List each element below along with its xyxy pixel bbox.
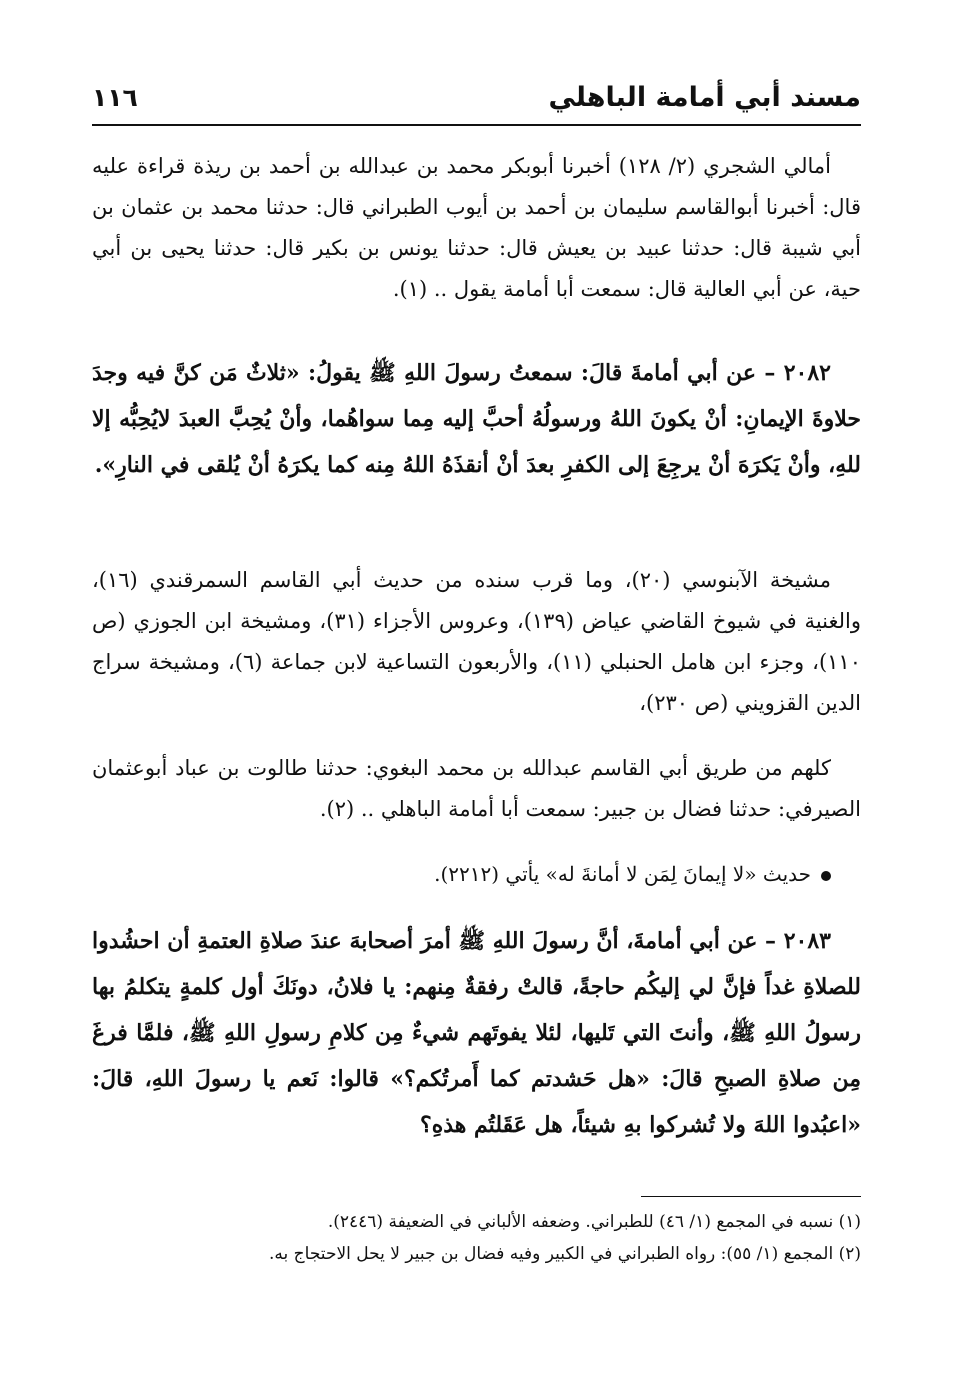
hadith-2082 [92, 350, 861, 488]
hadith-2083 [92, 918, 861, 1148]
running-title: مسند أبي أمامة الباهلي [548, 82, 861, 113]
header-divider [92, 124, 861, 126]
page-number: ١١٦ [92, 83, 138, 112]
takhrij-paragraph [92, 560, 861, 724]
chain-paragraph [92, 748, 861, 830]
takhrij-text: مشيخة الآبنوسي (٢٠)، وما قرب سنده من حديث أبي القاسم السمرقندي (١٦)، والغنية في شيوخ القاضي عياض (١٣٩)، وعروس الأجزاء (٣١)، ومشيخة ابن الجوزي (ص ١١٠)، وجزء ابن هامل الحنبلي (١١)، والأربعون التساعية لابن جماعة (٦)، ومشيخة سراج الدين القزويني (ص ٢٣٠)، [92, 568, 861, 715]
cross-reference-text: حديث «لا إيمانَ لِمَن لا أمانةَ له» يأتي (٢٢١٢). [434, 862, 811, 886]
footnote-1: (١) نسبه في المجمع (١/ ٤٦) للطبراني. وضعفه الألباني في الضعيفة (٢٤٤٦). [327, 1212, 861, 1232]
footnotes [92, 1206, 861, 1270]
hadith-2082-text: ٢٠٨٢ – عن أبي أمامةَ قالَ: سمعتُ رسولَ اللهِ ﷺ يقولُ: «ثلاثٌ مَن كنَّ فيه وجدَ حلاوةَ الإيمانِ: أنْ يكونَ اللهُ ورسولُهُ أحبَّ إليه مِما سواهُما، وأنْ يُحِبَّ العبدَ لايُحِبُّه إلا للهِ، وأنْ يَكرَهَ أنْ يرجِعَ إلى الكفرِ بعدَ أنْ أنقذَهُ اللهُ مِنه كما يكرَهُ أنْ يُلقى في النارِ». [92, 360, 861, 478]
source-paragraph [92, 146, 861, 310]
footnote-2: (٢) المجمع (١/ ٥٥): رواه الطبراني في الكبير وفيه فضال بن جبير لا يحل الاحتجاج به. [269, 1244, 861, 1264]
chain-text: كلهم من طريق أبي القاسم عبدالله بن محمد البغوي: حدثنا طالوت بن عباد أبوعثمان الصيرفي: حدثنا فضال بن جبير: سمعت أبا أمامة الباهلي .. (٢). [92, 756, 861, 821]
page-header [92, 78, 861, 122]
footnote-divider [641, 1196, 861, 1197]
cross-reference [92, 856, 861, 892]
cross-reference-line [92, 856, 861, 892]
hadith-2083-text: ٢٠٨٣ – عن أبي أمامةَ، أنَّ رسولَ اللهِ ﷺ أمرَ أصحابهَ عندَ صلاةِ العتمةِ أن احشُدوا للصلاةِ غداً فإنَّ لي إليكُم حاجةً، قالتْ رفقةٌ مِنهم: يا فلانُ، دونَكَ أول كلمةٍ يتكلمُ بها رسولُ اللهِ ﷺ، وأنتَ التي تَليها، لئلا يفوتَهم شيءٌ مِن كلامِ رسولِ اللهِ ﷺ، فلمَّا فرغَ مِن صلاةِ الصبحِ قالَ: «هل حَشدتم كما أَمرتُكم؟» قالوا: نَعم يا رسولَ اللهِ، قالَ: «اعبُدوا اللهَ ولا تُشركوا بهِ شيئاً، هل عَقَلتُم هذهِ؟ [92, 928, 861, 1138]
source-text: أمالي الشجري (٢/ ١٢٨) أخبرنا أبوبكر محمد بن عبدالله بن أحمد بن ريذة قراءة عليه قال: أخبرنا أبوالقاسم سليمان بن أحمد بن أيوب الطبراني قال: حدثنا محمد بن عثمان بن أبي شيبة قال: حدثنا عبيد بن يعيش قال: حدثنا يونس بن بكير قال: حدثنا يحيى بن أبي حية، عن أبي العالية قال: سمعت أبا أمامة يقول .. (١). [92, 154, 861, 301]
bullet-icon [821, 871, 831, 881]
